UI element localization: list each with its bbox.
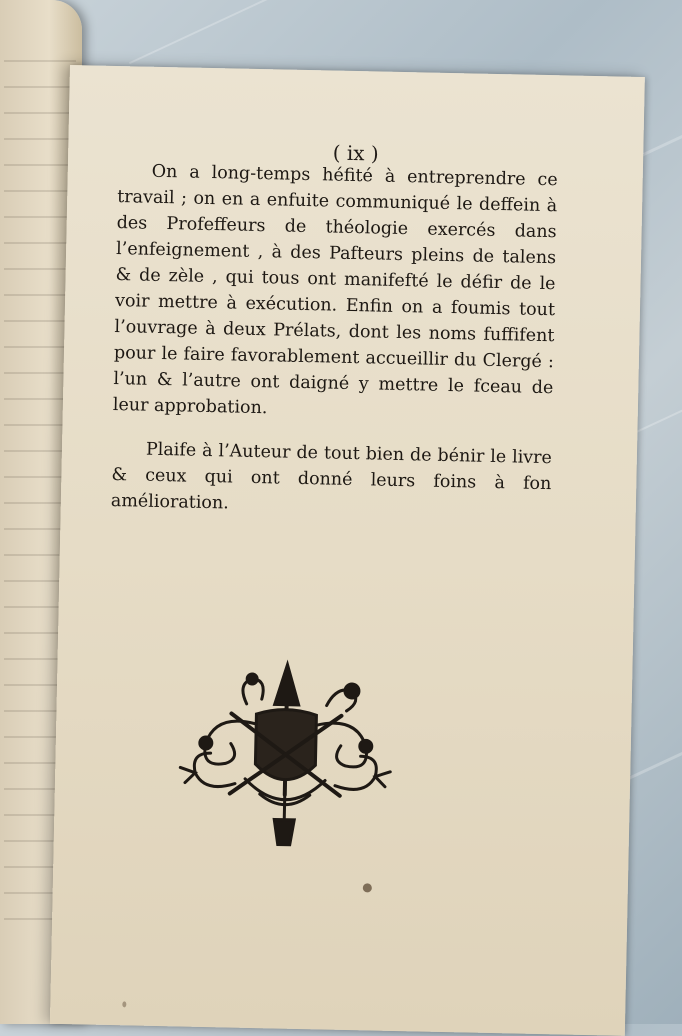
page-body — [110, 158, 558, 541]
fleuron-vignette-icon — [174, 642, 398, 857]
paper-spot — [363, 883, 372, 892]
paper-spot — [122, 1001, 126, 1007]
paragraph-1: On a long-temps héfité à entreprendre ce travail ; on en a enfuite communiqué le deffein à des Profeffeurs de théologie exercés dans l’enfeignement , à des Pafteurs pleins de talens & de zèle , qui tous ont manifefté le défir de le voir mettre à exécution. Enfin on a foumis tout l’ouvrage à deux Prélats, dont les noms fuffifent pour le faire favorablement accueillir du Clergé : l’un & l’autre ont daigné y mettre le fceau de leur approbation. — [112, 161, 558, 419]
book-page — [50, 65, 645, 1036]
paragraph-2: Plaife à l’Auteur de tout bien de bénir le livre & ceux qui ont donné leurs foins à fon amélioration. — [110, 439, 553, 514]
cloth-background — [129, 0, 311, 64]
page-number: ( ix ) — [332, 140, 379, 166]
